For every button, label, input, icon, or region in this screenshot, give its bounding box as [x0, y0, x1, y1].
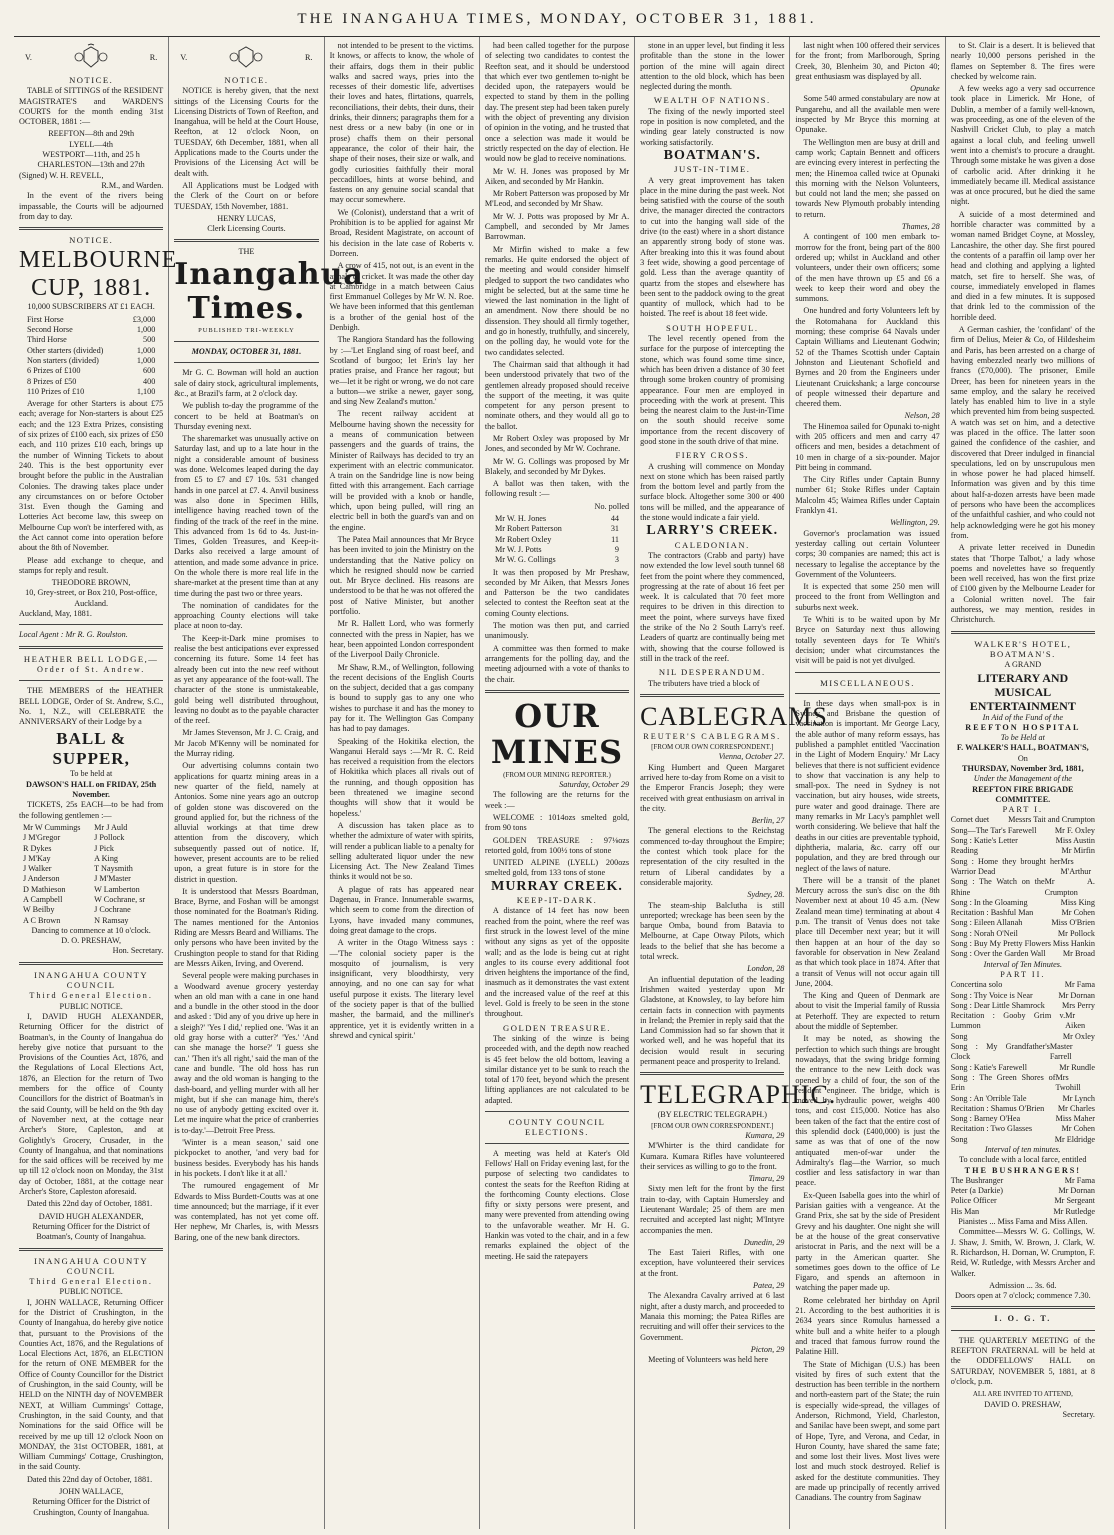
- lodge-heading: HEATHER BELL LODGE,—: [23, 653, 159, 664]
- item-text: It is expected that some 250 men will proceed to the front from Wellington and suburbs next week.: [795, 582, 940, 612]
- item-text: The City Rifles under Captain Bunny number 61; Stoke Rifles under Captain Malcolm 45; Waimea Rifles under Captain Franklyn 41.: [795, 475, 940, 516]
- golden-treasure-text: The sinking of the winze is being proceeded with, and the depth now reached is 45 feet below the old bottom, leaving a similar distance yet to be sunk to reach the total of 170 feet, beyond which the present lifting appliances are not calculated to be adapted.: [484, 1033, 630, 1105]
- paragraph: Mr Mirfin wished to make a few remarks. He quite endorsed the object of the meeting and would consider himself pledged to support the two candidates who might be selected, but at the same time he viewed the last nomination in the light of an amendment. Now there should be no dissension. They should all firmly together, and go in honestly, truthfully, and sincerely, on the polling day, he would vote for the two candidates selected.: [484, 244, 630, 357]
- tele-place: Patea, 29: [753, 1281, 785, 1291]
- paragraph: The nomination of candidates for the approaching County elections will take place at noon to-day.: [174, 600, 319, 631]
- cup-text-2: Please add exchange to cheque, and stamps for reply and result.: [19, 555, 164, 575]
- paragraph: last night when 100 offered their services for the front; from Marlborough, Spring Creek, 30, Blenheim 30, and Picton 40; great enthusiasm was displayed by all.: [795, 41, 940, 81]
- programme-item: Song : Barney O'Hea Miss Maher: [950, 1114, 1095, 1124]
- ballot-table: [495, 514, 619, 565]
- cable-place: London, 28: [747, 964, 785, 974]
- programme-item: Song : Katie's Letter Miss Austin: [950, 836, 1095, 846]
- sitting-item: LYELL—4th: [69, 139, 114, 149]
- tele-text: The Alexandra Cavalry arrived at 6 last night, after a dusty march, and proceeded to Manaia this morning; the Patea Rifles are recruiting and will offer their services to the Government.: [640, 1291, 785, 1342]
- committee-right: Mr J Auld J Pollock J Pick A King T Naysmith J M'Master W Lamberton W Cochrane, sr J Cochrane N Ramsay: [94, 822, 146, 925]
- item-text: The Hinemoa sailed for Opunaki to-night with 205 officers and men and carry 47 officers and men, besides a detachment of 10 men in charge of a six-pounder. Major Pitt being in command.: [795, 421, 940, 472]
- mines-text: The following are the returns for the week :—: [484, 790, 630, 810]
- cable-text: The steam-ship Balclutha is still unreported; wreckage has been seen by the barque Omba, bound from Batavia to Melbourne, at Cape Otway Pilots, which leads to the belief that she has become a total wreck.: [640, 900, 785, 962]
- paragraph: The Patea Mail announces that Mr Bryce has been invited to join the Ministry on the understanding that the Native policy on which he resigned should now be carried out. Mr Bryce declined. His reasons are understood to be that he was not offered the post of Native Minister, but another portfolio.: [329, 534, 474, 617]
- murray-creek-title: MURRAY CREEK.: [491, 878, 623, 894]
- programme-item: Recitation : Two Glasses Mr Cohen: [950, 1124, 1095, 1134]
- paragraph: stone in an upper level, but finding it less profitable than the stone in the lower portion of the mine will again direct attention to the old block, which has been neglected during the month.: [640, 41, 785, 92]
- item-place: Wellington, 29.: [890, 518, 940, 528]
- cast-item: Peter (a Darkie) Mr Dornan: [950, 1186, 1095, 1196]
- paragraph: Mr G. C. Bowman will hold an auction sale of dairy stock, agricultural implements, &c., at Brazil's farm, at 2 o'clock day.: [174, 368, 319, 398]
- secretary-title: Secretary.: [1062, 1409, 1095, 1419]
- programme-item: Concertina solo Mr Fama: [950, 980, 1095, 990]
- tele-place: Picton, 29: [750, 1344, 785, 1354]
- programme-item: Reading Mr Mirfin: [950, 846, 1095, 856]
- item-text: A contingent of 100 men embark to-morrow for the front, being part of the 800 ordered up; whilst in Auckland and other volunteers, under their own officers; some of the men have thrown up £5 and £6 a week to keep their word and obey the summons.: [795, 232, 940, 304]
- brown-address: 10, Grey-street, or Box 210, Post-office, Auckland.: [25, 588, 158, 608]
- misc-paragraph: Rome celebrated her birthday on April 21. According to the best authorities it is 2634 years since Romulus harnessed a white bull and a white heifer to a plough and traced that famous furrow round the Palatine Hill.: [795, 1295, 940, 1357]
- cast-list: [951, 1176, 1095, 1217]
- column-2: [169, 37, 364, 1529]
- programme-item: Song : In the Gloaming Miss King: [950, 897, 1095, 907]
- part-2: PART II.: [1000, 969, 1046, 979]
- licensing-text-2: All Applications must be Lodged with the Clerk of the Court on or before TUESDAY, 15th November, 1881.: [174, 180, 319, 211]
- council2-signature: JOHN WALLACE,: [59, 1487, 124, 1497]
- paragraph: A plague of rats has appeared near Dagenau, in France. Innumerable swarms, which seem to come from the direction of Lyons, have invaded many communes, doing great damage to the crops.: [329, 884, 474, 935]
- cast-item: The Bushranger Mr Fama: [950, 1175, 1095, 1185]
- held-line: To be Held at: [1000, 733, 1045, 743]
- divider: [19, 1248, 163, 1251]
- ball-title: BALL & SUPPER,: [52, 729, 130, 769]
- mines-date: Saturday, October 29: [559, 780, 630, 790]
- divider: [951, 1306, 1095, 1309]
- farce-line: To conclude with a local farce, entitled: [959, 1155, 1087, 1165]
- item-place: Nelson, 28: [904, 411, 940, 421]
- paragraph: had been called together for the purpose of selecting two candidates to contest the Reefton seat, and it should be understood that which ever two gentlemen to-night be decided upon, the ratepayers would be expected to stand by them in the polling day. The present step had been taken purely with the object of preventing any division of opinion in the voting, and he trusted that once a selection was made it would be strictly respected on the day of election. He would now be glad to receive nominations.: [484, 41, 630, 164]
- miscellaneous-title: MISCELLANEOUS.: [820, 677, 915, 688]
- literary-title: LITERARY AND MUSICAL ENTERTAINMENT: [969, 670, 1076, 713]
- wealth-title: WEALTH OF NATIONS.: [653, 95, 771, 106]
- prize-row: 6 Prizes of £100 600: [27, 366, 156, 376]
- paragraph: A committee was then formed to make arrangements for the polling day, and the meeting adjourned with a vote of thanks to the chair.: [484, 643, 630, 684]
- farce-title: THE BUSHRANGERS!: [964, 1165, 1082, 1175]
- programme-item: Song Mr Oxley: [950, 1031, 1095, 1041]
- ball-held: To be held at: [69, 769, 113, 779]
- mines-returns: GOLDEN TREASURE : 97⅛ozs retorted gold, from 100½ tons of stone: [484, 835, 630, 855]
- cable-place: Vienna, October 27.: [718, 752, 785, 762]
- council-heading: INANGAHUA COUNTY COUNCIL: [34, 969, 149, 991]
- paragraph: A discussion has taken place as to whether the admixture of water with spirits, will render a publican liable to a penalty for selling adulterated liquor under the new Licensing Act. The New Zealand Times thinks it would not be so.: [329, 820, 474, 882]
- divider: [19, 227, 163, 230]
- table-row: Mr Robert Oxley 11: [494, 534, 620, 544]
- paragraph: A ballot was then taken, with the following result :—: [484, 479, 630, 499]
- divider: [19, 962, 163, 965]
- part-1: PART I.: [1002, 805, 1043, 815]
- item-place: Thames, 28: [901, 222, 940, 232]
- columns: [14, 36, 1100, 1529]
- paragraph: Mr James Stevenson, Mr J. C. Craig, and Mr Jacob M'Kenny will be nominated for the Murray riding.: [174, 728, 319, 759]
- paragraph: We publish to-day the programme of the concert to be held at Boatman's on Thursday evening next.: [174, 401, 319, 431]
- council2-signature-2: Returning Officer for the District of Crushington, County of Inangahua.: [32, 1497, 150, 1517]
- signed-line: (Signed) W. H. REVELL,: [19, 170, 104, 180]
- divider: [174, 341, 318, 342]
- mines-returns: WELCOME : 1014ozs smelted gold, from 90 tons: [484, 813, 630, 833]
- paragraph: The Rangiora Standard has the following by :—'Let England sing of roast beef, and Scotland of burgoo; let Erin's lay her praties praise, and France her ragout; but we—let it be right or wrong, we do not care a button—we strike a newer, gayer song, and sing New Zealand's mutton.': [329, 335, 474, 407]
- notice-heading: NOTICE.: [69, 235, 114, 246]
- paragraph: It was then proposed by Mr Preshaw, seconded by Mr Aiken, that Messrs Jones and Patterson be the two candidates selected to contest the Reefton seat at the coming County elections.: [484, 567, 630, 618]
- dateline: MONDAY, OCTOBER 31, 1881.: [191, 347, 302, 357]
- council-signature: DAVID HUGH ALEXANDER,: [38, 1211, 144, 1221]
- programme-part-2: [951, 980, 1095, 1145]
- paragraph: A crow of 415, not out, is an event in the annals of cricket. It was made the other day at Cambridge in a match between Caius first Emmanuel Colleges by Mr W. N. Roe. We have been informed that this gentleman is a brother of the genial host of the Denbigh.: [329, 261, 474, 333]
- table-row: Mr Robert Patterson 31: [494, 524, 620, 534]
- rivers-text: In the event of the rivers being impassable, the Courts will be adjourned from day to day.: [19, 191, 164, 221]
- brigade-line: REEFTON FIRE BRIGADE COMMITTEE.: [972, 784, 1074, 804]
- tele-text: Sixty men left for the front by the first train to-day, with Captain Humersley and Lieutenant Wardale; 25 of them are men recruited and accepted last night; M'Intyre accompanies the men.: [640, 1184, 785, 1235]
- caledonian-title: CALEDONIAN.: [674, 539, 750, 550]
- council-subheading: Third General Election.: [29, 991, 153, 1001]
- paragraph: A suicide of a most determined and horrible character was committed by a woman named Bridget Coyne, at Mossley, Lancashire, the other day. She first poured the contents of a paraffin oil lamp over her head and clothing and applying a lighted match, set fire to herself. She was, of course, immediately enveloped in flames and died in a few minutes. It is supposed that drink led to the commission of the horrible deed.: [950, 209, 1095, 322]
- aid-line: In Aid of the Fund of the: [982, 712, 1063, 722]
- published-line: PUBLISHED TRI-WEEKLY: [198, 326, 295, 334]
- south-hopeful-title: SOUTH HOPEFUL.: [665, 322, 759, 333]
- council2-heading: INANGAHUA COUNTY COUNCIL: [34, 1255, 149, 1276]
- crest-letter-v: V.: [180, 52, 188, 62]
- committee-left: Mr W Cummings J M'Gregor R Dykes J M'Kay J Walker J Anderson D Mathieson A Campbell W Beilby A C Brown: [23, 822, 81, 925]
- signed-title: R.M., and Warden.: [101, 180, 164, 190]
- divider: [640, 694, 784, 697]
- paragraph: Mr R. Hallett Lord, who was formerly connected with the press in Napier, has we hear, been appointed London correspondent of the Liverpool Daily Chronicle.: [329, 619, 474, 660]
- cable-place: Berlin, 27: [751, 816, 785, 826]
- cast-item: Police Officer Mr Sergeant: [950, 1196, 1095, 1206]
- prize-row: 8 Prizes of £50 400: [27, 376, 156, 386]
- programme-item: Song : Dear Little Shamrock Mrs Perry: [950, 1000, 1095, 1010]
- paragraph: The Keep-it-Dark mine promises to realise the best anticipations ever expressed concerning its future. Some 14 feet has already been cut into the new reef without as yet any appearance of the foot-wall. The character of the stone is unmistakeable, gold being well distributed throughout, leaving no doubt as to the payable character of the reef.: [174, 633, 319, 726]
- tele-place: Dunedin, 29: [743, 1237, 785, 1247]
- misc-paragraph: There will be a transit of the planet Mercury across the sun's disc on the 8th November next at about 10 45 a.m. (New Zealand mean time) terminating at about 4 p.m. The transit of Venus does not take place till December next year; but it will then happen at an hour of the day so favorable for observation in New Zealand as that which took place in 1874. After that a transit of Venus will not occur again till June, 2004.: [795, 875, 940, 988]
- walkers-hotel-heading: WALKER'S HOTEL, BOATMAN'S.: [974, 638, 1072, 659]
- the-label: THE: [238, 247, 255, 257]
- divider: [951, 1330, 1095, 1331]
- under-line: Under the Management of the: [973, 774, 1072, 784]
- paragraph: Mr W. H. Jones was proposed by Mr Aiken, and seconded by Mr Hankin.: [484, 166, 630, 186]
- royal-crest: [180, 45, 312, 71]
- licensing-text: NOTICE is hereby given, that the next sittings of the Licensing Courts for the Licensing Districts of Town of Reefton, and Inangahua, will be held at the Court House, Reefton, at 12 o'clock Noon, on TUESDAY, 6th December, 1881, when all Applications made to the Courts under the Provisions of the Licensing Act will be dealt with.: [174, 86, 319, 178]
- hospital-line: REEFTON HOSPITAL: [965, 722, 1081, 732]
- paragraph: Our advertising columns contain two applications for quartz mining areas in a new quarter of the field, namely at Antonios. Some nine years ago an outcrop of golden stone was discovered on the ground applied for, but the richness of the alluvial workings at that time drew attention from the discovery, which subsequently passed out of notice. If, however, present accounts are to be relied upon, a great future is in store for the district in question.: [174, 761, 319, 884]
- committee-list: [19, 823, 163, 926]
- interval: Interval of Ten Minutes.: [983, 959, 1063, 969]
- table-row: Mr W. J. Potts 9: [494, 544, 620, 554]
- prize-list: [19, 315, 163, 397]
- cup-subtitle: 10,000 SUBSCRIBERS AT £1 EACH.: [27, 302, 155, 312]
- ball-venue: DAWSON'S HALL on FRIDAY, 25th November.: [26, 779, 157, 800]
- paragraph: A private letter received in Dunedin states that 'Thorpe Talbot,' a lady whose poems and novelettes have so frequently been well received, has won the first prize of £100 given by the Melbourne Leader for a Colonial written novel. The fair authoress, we may mention, resides in Christchurch.: [950, 543, 1095, 625]
- divider: [640, 1072, 784, 1075]
- programme-item: Cornet duet Messrs Tait and Crumpton: [950, 815, 1095, 825]
- lodge-meeting-text: THE QUARTERLY MEETING of the REEFTON FRATERNAL will be held at the ODDFELLOWS' HALL on SATURDAY, NOVEMBER 5, 1881, at 8 o'clock, p.m.: [950, 1335, 1095, 1386]
- notice-heading: NOTICE.: [69, 75, 114, 85]
- tele-text: M'Whirter is the third candidate for Kumara. Kumara Rifles have volunteered their services as willing to go to the front.: [640, 1141, 785, 1171]
- tele-place: Kumara, 29: [745, 1130, 785, 1140]
- tele-text: Meeting of Volunteers was held here: [648, 1355, 769, 1365]
- crest-letter-r: R.: [149, 52, 158, 62]
- council-signature-2: Returning Officer for the District of Boatman's, County of Inangahua.: [32, 1221, 150, 1242]
- brown-name: THEODORE BROWN,: [51, 578, 131, 588]
- divider: [174, 362, 318, 363]
- council2-subheading: Third General Election.: [29, 1277, 153, 1287]
- paragraph: Speaking of the Hokitika election, the Wanganui Herald says :—'Mr R. C. Reid has received a requisition from the electors of Hokitika which places all rivals out of the running, and though opposition has been threatened we imagine second thoughts will show that it would be hopeless.': [329, 736, 474, 818]
- column-1: [14, 37, 178, 1529]
- programme-item: Recitation : Shamus O'Brien Mr Charles: [950, 1103, 1095, 1113]
- programme-item: Recitation : Bashful Man Mr Cohen: [950, 908, 1095, 918]
- programme-item: Song : The Green Shores of Erin Mrs Twohill: [950, 1072, 1081, 1093]
- misc-paragraph: The King and Queen of Denmark are about to visit the Imperial family of Russia at Peterhoff. They are expected to return about the middle of September.: [795, 991, 940, 1032]
- item-text: Te Whiti is to be waited upon by Mr Bryce on Saturday next thus allowing totally seventeen days for Te Whiti's decision; under what circumstances the visit will be paid is not yet divulged.: [795, 615, 940, 666]
- divider: [485, 690, 629, 693]
- divider: [795, 672, 939, 673]
- on-line: On: [1017, 753, 1028, 763]
- newspaper-title: Inangahua Times.: [174, 256, 364, 326]
- lucas-title: Clerk Licensing Courts.: [207, 224, 286, 234]
- coat-of-arms-icon: [74, 45, 108, 71]
- column-6: [790, 37, 945, 1529]
- paragraph: Mr Robert Oxley was proposed by Mr Jones, and seconded by Mr W. Cochrane.: [484, 433, 630, 454]
- programme-item: Song Mr Eldridge: [950, 1134, 1095, 1144]
- programme-item: Song : Norah O'Neil Mr Pollock: [950, 928, 1095, 938]
- divider: [174, 239, 318, 242]
- sittings-text: TABLE of SITTINGS of the RESIDENT MAGISTRATE'S and WARDEN'S COURTS for the month ending 31st OCTOBER, 1881 :—: [19, 86, 164, 127]
- paragraph: The Chairman said that although it had been understood privately that two of the gentlemen already proposed should receive the support of the meeting, it was quite competent for any person present to nominate others, and they would all go to the ballot.: [484, 359, 630, 431]
- mines-returns: UNITED ALPINE (LYELL) 200ozs smelted gold, from 133 tons of stone: [484, 858, 630, 878]
- lodge-subheading: Order of St. Andrew.: [36, 664, 146, 674]
- programme-item: Song : Katie's Farewell Mr Rundle: [950, 1062, 1095, 1072]
- cablegrams-subtitle: REUTER'S CABLEGRAMS.: [643, 731, 782, 741]
- tele-place: Timaru, 29: [748, 1174, 785, 1184]
- committee-text: Committee—Messrs W. G. Collings, W. J. Shaw, J. Smith, W. Brown, J. Clark, W. R. Richardson, H. Dornan, W. Crumpton, F. Reid, W. Rutledge, with Messrs Archer and Walker.: [950, 1227, 1095, 1278]
- divider: [19, 680, 163, 681]
- paragraph: The rumoured engagement of Mr Edwards to Miss Burdett-Coutts was at one time announced; but the marriage, if it ever was contemplated, has not yet come off. Her nephew, Mr Charles, is, with Messrs Baring, one of the new bank directors.: [174, 1181, 319, 1242]
- prize-row: First Horse £3,000: [27, 314, 156, 324]
- telegraphic-subtitle: (BY ELECTRIC TELEGRAPH.): [657, 1110, 767, 1120]
- programme-item: Song : Buy My Pretty Flowers Miss Hankin: [950, 939, 1095, 949]
- paragraph: Mr Robert Patterson was proposed by Mr M'Leod, and seconded by Mr Shaw.: [484, 189, 630, 209]
- boatmans-title: BOATMAN'S.: [663, 147, 761, 163]
- royal-crest: [25, 45, 157, 71]
- prize-row: 110 Prizes of £10 1,100: [27, 386, 156, 396]
- paragraph: Mr W. G. Collings was proposed by Mr Blakely, and seconded by Mr Dykes.: [484, 456, 630, 476]
- tickets-text: TICKETS, 25s EACH—to be had from the following gentlemen :—: [19, 800, 164, 820]
- telegraphic-title: TELEGRAPHIC.: [640, 1080, 837, 1110]
- paragraph: It is understood that Messrs Boardman, Brace, Byrne, and Foshan will be amongst those nominated for the Boatman's Riding. The names mentioned for the Antonios Riding are Messrs Beard and Williams. The only persons who have been invited by the Crushington people to stand for that Riding are Messrs Aiken, Irving, and Overend.: [174, 886, 319, 968]
- crest-letter-r: R.: [305, 52, 313, 62]
- prize-row: Other starters (divided) 1,000: [27, 345, 156, 355]
- misc-paragraph: Ex-Queen Isabella goes into the whirl of Parisian gaities with a vengeance. At the Grand Prix, she sat by the side of President Grevy and his daughter. One night she will be at the house of the great conservative aristocrat in Paris, and the next will be a party in the American quarter. She sometimes goes down to the office of Le Figaro, and spends an afternoon in watching the paper made up.: [795, 1190, 940, 1293]
- programme-item: Song : My Grandfather's Clock Master Farrell: [950, 1042, 1073, 1062]
- date-line: THURSDAY, November 3rd, 1881,: [962, 764, 1084, 773]
- programme-item: Song : Over the Garden Wall Mr Broad: [950, 949, 1095, 959]
- county-council-title: COUNTY COUNCIL ELECTIONS.: [508, 1117, 606, 1138]
- keep-it-dark-text: A distance of 14 feet has now been reached from the point, where the reef was first struck in the lowest level of the mine without any signs as yet of the opposite wall; and as the lode is being cut at right angles to its course every additional foot driven heightens the importance of the find, inasmuch as it demonstrates the vast extent and the increased value of the reef at this level. Gold is freely to be seen in the stone throughout.: [484, 906, 630, 1019]
- tele-text: The East Taieri Rifles, with one exception, have volunteered their services at the front.: [640, 1248, 785, 1278]
- council-date: Dated this 22nd day of October, 1881.: [27, 1199, 153, 1209]
- council-text: I, DAVID HUGH ALEXANDER, Returning Officer for the district of Boatman's, in the County of Inangahua do hereby give notice that pursuant to the Provisions of the Counties Act, 1876, and the Regulations of Local Elections Act, 1876, an Election for the return of Two members for the office of County Councillors for the district of Boatman's in the said County, will be held on the 9th day of November next, at the cottage near Archer's Store, Capleston, and at Golightly's Grocery, Crusader, in the County of Inangahua, and that nominations for the said offices will be received by me up till 12 o'clock noon on Monday, the 31st day of October, 1881, at the cottage near Archer's Store, Capleston aforesaid.: [19, 1011, 164, 1197]
- golden-treasure-title: GOLDEN TREASURE.: [503, 1022, 611, 1033]
- grand-label: A GRAND: [1004, 660, 1042, 670]
- admission: Admission ... 3s. 6d.: [989, 1280, 1057, 1290]
- paragraph: Several people were making purchases in a Woodward avenue grocery yesterday when an old man with a cane in one hand and a bundle in the other stood in the door and asked : 'Did any of you drive up here in a sleigh?' 'Yes I did,' replied one. 'Was it an old gray horse with a cutter?' 'Yes.' 'And can she manage the horse?' 'I guess she can.' 'Then it's all right,' said the man of the cane and bundle. 'The old hoss has run away and the old woman is hanging to the dash-board, and yelling murder with all her might, but if she can manage him, there's no use of anybody getting excited over it. Let me inquire what the price of cranberries is to-day.'—Detroit Free Press.: [174, 971, 319, 1135]
- invited-line: ALL ARE INVITED TO ATTEND,: [972, 1390, 1073, 1399]
- programme-item: Recitation : Gooby Grim v. Lummon Mr Aiken: [950, 1011, 1086, 1031]
- local-agent: Local Agent : Mr R. G. Roulston.: [19, 630, 128, 640]
- paragraph: to St. Clair is a desert. It is believed that nearly 10,000 persons perished in the flames on September 8. The fires were checked by welcome rain.: [950, 41, 1095, 81]
- just-in-time-title: JUST-IN-TIME.: [674, 164, 751, 175]
- council-notice: PUBLIC NOTICE.: [59, 1001, 123, 1011]
- preshaw-name: D. O. PRESHAW,: [61, 936, 122, 946]
- programme-item: Song—The Tar's Farewell Mr F. Oxley: [950, 825, 1095, 835]
- nil-desperandum-title: NIL DESPERANDUM.: [658, 667, 766, 678]
- preshaw-title: Hon. Secretary.: [112, 946, 164, 956]
- programme-item: Song : An 'Orrible Tale Mr Lynch: [950, 1093, 1095, 1103]
- county-council-text: A meeting was held at Kater's Old Fellows' Hall on Friday evening last, for the purpose of selecting two candidates to contest the seats for the Reefton Riding at the forthcoming County elections. Close fifty or sixty persons were present, and many were prevented from attending owing to the unfavorable weather. Mr H. G. Hankin was voted to the chair, and in a few remarks explained the object of the meeting. He said the ratepayers: [484, 1148, 630, 1261]
- south-hopeful-text: The level recently opened from the surface for the purpose of intercepting the stone, which was found some time since, which has been driven a distance of 30 feet through some broken country of promising appearance. Four men are employed in proceeding with the work at present. This being the nearest claim to the Just-in-Time on the south should receive some importance from the recent discovery of good stone in the south drive of that mine.: [640, 334, 785, 446]
- prize-row: Second Horse 1,000: [27, 325, 156, 335]
- lucas-name: HENRY LUCAS,: [217, 213, 276, 223]
- fiery-cross-title: FIERY CROSS.: [675, 450, 750, 461]
- item-place: Opunake: [910, 84, 940, 94]
- lodge-text: THE MEMBERS of the HEATHER BELL LODGE, Order of St. Andrew, S.C., No. 1, N.Z., will CELEBRATE the ANNIVERSARY of their Lodge by a: [19, 686, 164, 727]
- just-in-time-text: A very great improvement has taken place in the mine during the past week. Not being satisfied with the course of the south drive, the manager directed the contractors to cut into the hanging wall side of the drive (to the east) where in a short distance an apparently strong body of stone was. After breaking into this it was found about 3 feet wide, showing a good percentage of gold. Less than the average quantity of quartz from the stopes and elsewhere has been sent to the paddock owing to the great quantity of mullock, which had to be hoisted. The reef is about 18 feet wide.: [640, 175, 785, 319]
- misc-paragraph: The State of Michigan (U.S.) has been visited by fires of such extent that the destruction has been terrible in the northern and north-eastern part of the State; the ruin is especially wide-spread, the villages of Anderson, Richmond, Yield, Charleston, and Sanilac have been swept, and some part of Hope, Tyre, and Verona, and Cedar, in Huron County, have shared the same fate; and some lost their lives. Most lives were lost and much stock destroyed. Relief is asked for the destitute communities. They are made up principally of recently arrived Canadians. The country from Saginaw: [795, 1359, 940, 1503]
- item-text: One hundred and forty Volunteers left by the Rotomahana for Auckland this morning; these comprise 64 Navals under Captain Williams and Lieutenant Godwin; 52 of the Thames Scottish under Captain Johnston and Lieutenant Schofield and Byrnes and 20 from the Engineers under Lieutenant Cruickshank; a large concourse of people witnessed their departure and cheered them.: [795, 306, 940, 409]
- cable-place: Sydney, 28.: [747, 890, 785, 900]
- programme-item: Song : Home they brought her Warrior Dead Mrs M'Arthur: [950, 856, 1092, 876]
- iogt-heading: I. O. G. T.: [994, 1314, 1052, 1324]
- hall-line: F. WALKER'S HALL, BOATMAN'S,: [956, 743, 1089, 753]
- brown-date: Auckland, May, 1881.: [19, 609, 92, 619]
- misc-paragraph: It may be noted, as showing the perfection to which such things are brought nowadays, that the swing bridge forming the entrance to the new Leith dock was opened by a child of four, the son of the resident engineer. The bridge, which is moved by hydraulic power, weighs 400 tons, and cost £15,000. Notice has also been taken of the fact that the entire cost of this splendid dock (£400,000) is just the same as was that of one of the now antiquated men-of-war under the Admiralty's flag—the Warrior, so much costlier and less satisfactory in war than peace.: [795, 1034, 940, 1188]
- prize-row: Non starters (divided) 1,000: [27, 355, 156, 365]
- running-head: THE INANGAHUA TIMES, MONDAY, OCTOBER 31, 1881.: [297, 11, 817, 27]
- column-3: [325, 37, 480, 1529]
- pianists: Pianistes ... Miss Fama and Miss Allen.: [958, 1217, 1088, 1227]
- notice-heading: NOTICE.: [224, 75, 269, 85]
- divider: [485, 1143, 629, 1144]
- paragraph: Mr Shaw, R.M., of Wellington, following the recent decisions of the English Courts on the subject, decided that a gas company is bound to supply gas to any one who wishes to purchase it and has the money to pay for it. The Wellington Gas Company has had to pay damages.: [329, 662, 474, 734]
- secretary-name: DAVID O. PRESHAW,: [984, 1399, 1062, 1409]
- divider: [19, 624, 163, 625]
- tally-header: No. polled: [594, 501, 630, 511]
- cablegrams-title: CABLEGRAMS: [640, 701, 828, 731]
- table-row: Mr W. H. Jones 44: [494, 514, 620, 524]
- crest-letter-v: V.: [25, 52, 32, 62]
- wealth-text: The fixing of the newly imported steel rope in position is now completed, and the winding gear lately constructed is now working satisfactorily.: [640, 106, 785, 147]
- keep-it-dark-title: KEEP-IT-DARK.: [516, 895, 598, 906]
- misc-paragraph: In these days when small-pox is in Sydney and Brisbane the question of vaccination is important. Mr George Lacy, the able author of many reform essays, has published a pamphlet entitled 'Vaccination in the Light of Modern Enquiry.' Mr Lacy believes that there is not sufficient evidence to show that vaccination is any help to small-pox. The need in Sydney is not vaccination, but airy houses, wide streets, pure water and good drainage. There are many remarks in Mr Lacy's pamphlet well worth considering. We believe that half the deaths in our cities are preventable typhoid, diphtheria, malaria, &c. carry off our population, and they are bred through our neglect of the laws of nature.: [795, 698, 940, 873]
- column-4: [480, 37, 635, 1529]
- paragraph: The recent railway accident at Melbourne having shown the necessity for a means of communication between passengers and the guards of trains, the Minister of Railways has decided to try an experiment with an electric communicator. A train on the Sandridge line is now being fitted with this arrangement. Each carriage will be provided with a knob or handle, which, upon being pulled, will ring an electric bell in both the guard's van and on the engine.: [329, 409, 474, 532]
- caledonian-text: The contractors (Crabb and party) have now extended the low level south tunnel 68 feet from the point where they commenced, progressing at the rate of about 16 feet per week. It is calculated that 70 feet more requires to be driven in this direction to meet the point, where surveys have fixed the strike of the No 2 South Larry's reef. Leaders of quartz are continually being met with, showing that the course followed is still in the track of the reef.: [640, 550, 785, 663]
- cable-text: An influential deputation of the leading Irishmen waited yesterday upon Mr Gladstone, at Knowsley, to lay before him certain facts in connection with payments in Ireland; the Premier in reply said that the Land Commission had so far shown that it worked well, and he was hopeful that its decision would result in securing permanent peace and prosperity to Ireland.: [640, 974, 785, 1067]
- paragraph: The motion was then put, and carried unanimously.: [484, 621, 630, 641]
- cable-text: King Humbert and Queen Margaret arrived here to-day from Rome on a visit to the Emperor Francis Joseph; they were received with great enthusiasm on arrival in the city.: [640, 762, 785, 813]
- larrys-creek-title: LARRY'S CREEK.: [646, 523, 779, 539]
- paragraph: A German cashier, the 'confidant' of the firm of Delius, Meier & Co, of Hildesheim and Paris, has been arrested on a charge of having embezzled nearly two millions of francs (£70,000). The prisoner, Emile Dreer, has been for nineteen years in the same employ, and the salary he received lately has enabled him to live in a style which prevented him from being suspected. A watch was set on him, and a detective was placed in the office. The latter soon gained the confidence of the cashier, and discovered that Dreer indulged in financial speculations, led on by unscrupulous men in whose power he had placed himself. Information was given and by this time about half-a-dozen arrests have been made of persons who have been the accomplices of the unfaithful cashier, and who could not help acknowledging were he got his money from.: [950, 325, 1095, 540]
- paragraph: not intended to be present to the victims. It knows, or affects to know, the whole of their affairs, dogs them in their public walks and sacred ways, pries into the recesses of their domestic life, advertises their loves and hates, flirtations, quarrels, reconciliations, their debts, their duns, their drinks, their dinners; paragraphs them for a nest dress or a new baby (in one or in prose) chaffs them on their personal appearance, the color of their hair, the shape of their noses, their size or walk, and godly curiosities faithfully their moral peccadilloes, hints at worse behind, and fastens on any genuine social scandal that may occur somewhere.: [329, 41, 474, 205]
- item-text: Governor's proclamation was issued yesterday calling out certain Volunteer corps; 30 companies are named; this act is necessary to legalise the acceptance by the Government of the Volunteers.: [795, 528, 940, 579]
- programme-item: Song : Thy Voice is Near Mr Dornan: [950, 990, 1095, 1000]
- doors: Doors open at 7 o'clock; commence 7.30.: [955, 1291, 1091, 1301]
- council2-date: Dated this 22nd day of October, 1881.: [27, 1474, 153, 1484]
- cablegrams-corr: [FROM OUR OWN CORRESPONDENT.]: [651, 743, 774, 752]
- paragraph: The sharemarket was unusually active on Saturday last, and up to a late hour in the night a considerable amount of business was done. Welcomes leaped during the day from £5 to £7 and £7 10s. 531 changed hands in one parcel at £7. 4. Anvil business was also done in Specimen Hills, intelligence having reached town of the finding of the track of the reef in the mine. This advanced from 1s 6d to 4s. Just-in-Times, Golden Treasures, and Keep-it-Darks also received a large amount of attention, and made some advance in price. On the whole there is more real life in the share-market at the present time than at any time during the past two or three years.: [174, 434, 319, 598]
- programme-item: Song : Eileen Allanah Miss O'Brien: [950, 918, 1095, 928]
- interval-2: Interval of ten minutes.: [984, 1144, 1061, 1154]
- fiery-cross-text: A crushing will commence on Monday next on stone which has been raised partly from the bottom level and partly from the surface block. Altogether some 300 or 400 tons will be milled, and the appearance of the stone would indicate a fair yield.: [640, 461, 785, 523]
- melbourne-cup-title: MELBOURNE CUP, 1881.: [19, 247, 178, 302]
- programme-part-1: [951, 815, 1095, 959]
- cast-item: His Man Mr Rutledge: [950, 1206, 1095, 1216]
- paragraph: 'Winter is a mean season,' said one pickpocket to another, 'and very bad for business besides. Everybody has his hands in his pockets. I don't like it at all.': [174, 1138, 319, 1178]
- paragraph: Mr W. J. Potts was proposed by Mr A. Campbell, and seconded by Mr James Barrowman.: [484, 211, 630, 242]
- table-row: Mr W. G. Collings 3: [494, 555, 620, 565]
- column-5: [635, 37, 837, 1529]
- dancing-text: Dancing to commence at 10 o'clock.: [31, 925, 151, 935]
- item-text: The Wellington men are busy at drill and camp work; Captain Bennett and officers are evincing every interest in perfecting the men; the Hinemoa called twice at Opunaki this morning with the Nelson Volunteers, but could not land the men; she passed on towards New Plymouth probably intending to return.: [795, 137, 940, 219]
- telegraphic-corr: [FROM OUR OWN CORRESPONDENT.]: [651, 1121, 774, 1130]
- paragraph: We (Colonist), understand that a writ of Prohibition is to be applied for against Mr Broad, Resident Magistrate, on account of his decision in the late case of Roberts v. Dorreen.: [329, 207, 474, 258]
- column-7: [946, 37, 1100, 1529]
- council2-text: I, JOHN WALLACE, Returning Officer for the District of Crushington, in the County of Inangahua, do hereby give notice that, pursuant to the Provisions of the Counties Act, 1876, and the Regulations of Local Elections Act, 1876, an ELECTION for the return of ONE MEMBER for the Office of County Councillor for the District of Crushington, in the said County, will be HELD on the NINTH day of NOVEMBER NEXT, at William Cummings' Cottage, Crushington, in the said County, and that Nominations for the said Office will be received by me up till 12 o'clock Noon on MONDAY, the 31st OCTOBER, 1881, at William Cummings' Cottage, Crushington, in the said County.: [19, 1297, 164, 1472]
- divider: [19, 646, 163, 649]
- paragraph: A writer in the Otago Witness says :—'The colonial society paper is the mosquito of journalism, is very insignificant, very bloodthirsty, very annoying, and no one can say for what useful purpose it exists. The literary level of the society paper is that of the bullied masher, the barmaid, and the milliner's apprentice, yet it is evidently written in a shrewd and cynical spirit.': [329, 938, 474, 1040]
- programme-item: Song : The Watch on the Rhine Mr A. Crumpton: [950, 877, 1095, 897]
- sittings-list: [19, 129, 163, 170]
- cup-text: Average for other Starters is about £75 each; average for Non-starters is about £25 each; and the 123 Extra Prizes, consisting of six prizes of £100 each, six prizes of £50 each, and 110 prizes £10 each, brings up the number of Winning Tickets to about 240. This is the best opportunity ever brought before the public in the Australian Colonies. The drawing takes place under any circumstances on or before October 31st. Even though the Gaming and Lotteries Act become law, this sweep on Melbourne Cup won't be interfered with, as the Act cannot come into operation before about the 8th of November.: [19, 399, 164, 553]
- coat-of-arms-icon: [229, 45, 263, 71]
- our-mines-title: OUR MINES: [490, 696, 624, 771]
- sitting-item: REEFTON—8th and 29th: [48, 129, 135, 139]
- nil-desperandum-text: The tributers have tried a block of: [648, 678, 760, 688]
- divider: [951, 631, 1095, 634]
- paragraph: A few weeks ago a very sad occurrence took place in Limerick. Mr Hone, of Dublin, a member of a family well-known, was proceeding, as one of the eleven of the Nashvill Cricket Club, to play a match against a local club, and feeling unwell went into a chemist's to procure a draught. Through some mistake he was given a dose of carbolic acid. After drinking it he immediately became ill. Medical assistance was at once procured, but he died the same night.: [950, 84, 1095, 207]
- divider: [795, 693, 939, 694]
- mines-subtitle: (FROM OUR MINING REPORTER.): [503, 770, 611, 779]
- sitting-item: CHARLESTON—13th and 27th: [37, 160, 145, 170]
- council2-notice: PUBLIC NOTICE.: [59, 1287, 123, 1297]
- divider: [485, 1111, 629, 1112]
- sitting-item: WESTPORT—11th, and 25 h: [42, 150, 140, 160]
- cable-text: The general elections to the Reichstag commenced to-day throughout the Empire; the contest which took place for the representation of the city resulted in the return of Liberal candidates by a considerable majority.: [640, 826, 785, 887]
- prize-row: Third Horse 500: [27, 335, 156, 345]
- item-text: Some 540 armed constabulary are now at Pungarehu, and all the available men were inspected by Mr Bryce this morning at Opunake.: [795, 94, 940, 135]
